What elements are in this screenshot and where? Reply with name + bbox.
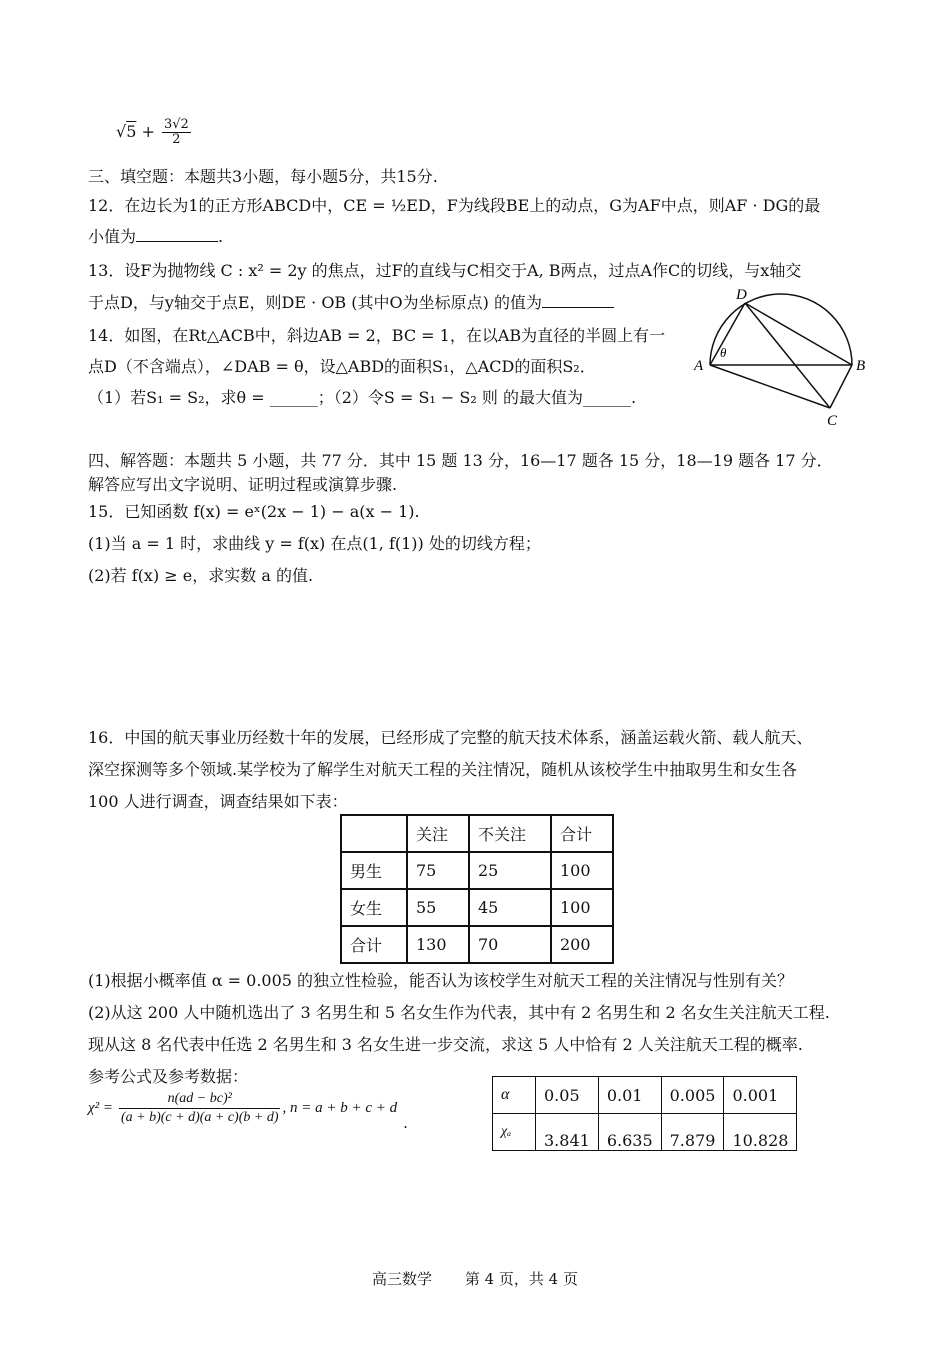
table-cell: 0.05 (536, 1077, 599, 1114)
table-cell: 200 (551, 926, 613, 963)
table-cell: 0.005 (661, 1077, 724, 1114)
formula-end: . (403, 1113, 408, 1132)
header-option (116, 118, 193, 147)
section3-title: 三、填空题：本题共3小题，每小题5分，共15分. (88, 167, 438, 186)
table-cell: 25 (469, 852, 551, 889)
q15-line1: 15．已知函数 f(x) = eˣ(2x − 1) − a(x − 1). (88, 502, 420, 521)
q16-line1: 16．中国的航天事业历经数十年的发展，已经形成了完整的航天技术体系，涵盖运载火箭、载人航天、 (88, 728, 813, 747)
q16-line3: 100 人进行调查，调查结果如下表： (88, 792, 348, 811)
label-c: C (827, 413, 838, 429)
q12-line2-text: 小值为 (88, 227, 137, 246)
table-cell: 合计 (341, 926, 407, 963)
formula-fraction (119, 1090, 281, 1127)
table-cell: 55 (407, 889, 469, 926)
q13-line2-text: 于点D，与y轴交于点E，则DE · OB (其中O为坐标原点) 的值为 (88, 293, 542, 312)
q13-line2 (88, 292, 614, 314)
q16-line2: 深空探测等多个领域.某学校为了解学生对航天工程的关注情况，随机从该校学生中抽取男生和女生各 (88, 760, 798, 779)
q15-line2: (1)当 a = 1 时，求曲线 y = f(x) 在点(1, f(1)) 处的切线方程； (88, 534, 541, 553)
q12-answer-blank[interactable] (136, 227, 218, 242)
q16-part1: (1)根据小概率值 α = 0.005 的独立性检验，能否认为该校学生对航天工程的关注情况与性别有关？ (88, 971, 794, 990)
formula-lhs: χ² = (88, 1100, 113, 1116)
sqrt-sign: √ (116, 122, 127, 141)
table-header-cell: 不关注 (469, 815, 551, 852)
table-row (341, 889, 613, 926)
table-header-cell: 关注 (407, 815, 469, 852)
table-cell: 130 (407, 926, 469, 963)
table-cell: 10.828 (724, 1114, 797, 1151)
label-d: D (736, 287, 747, 303)
section4-line2: 解答应写出文字说明、证明过程或演算步骤. (88, 475, 398, 494)
table-cell: 3.841 (536, 1114, 599, 1151)
table-header-row (341, 815, 613, 852)
segment-bc (830, 365, 852, 408)
header-fraction (162, 118, 191, 147)
semicircle-arc (710, 294, 852, 365)
q14-line2: 点D（不含端点），∠DAB = θ，设△ABD的面积S₁，△ACD的面积S₂． (88, 357, 596, 376)
table-cell: 7.879 (661, 1114, 724, 1151)
footer-subject: 高三数学 (372, 1270, 433, 1288)
q13-answer-blank[interactable] (542, 293, 614, 308)
page-footer (0, 1268, 950, 1289)
table-cell: 0.001 (724, 1077, 797, 1114)
label-theta: θ (720, 345, 727, 360)
q16-ref-title: 参考公式及参考数据： (88, 1067, 249, 1086)
formula-tail: , n = a + b + c + d (282, 1100, 398, 1116)
section4-line1: 四、解答题：本题共 5 小题，共 77 分．其中 15 题 13 分，16—17 题各 15 分，18—19 题各 17 分． (88, 451, 833, 470)
table-cell: 75 (407, 852, 469, 889)
segment-db (745, 303, 852, 365)
q16-survey-table (340, 814, 614, 964)
footer-page-number: 第 4 页，共 4 页 (464, 1270, 578, 1288)
table-cell: α (493, 1077, 536, 1114)
chi-square-formula (88, 1090, 408, 1132)
table-cell: χₐ (493, 1114, 536, 1151)
table-row (341, 852, 613, 889)
sqrt5-value: 5 (126, 122, 137, 141)
table-cell: 0.01 (598, 1077, 661, 1114)
q14-line3: （1）若S₁ = S₂，求θ = ______；（2）令S = S₁ − S₂ 则 的最大值为______. (88, 388, 637, 407)
formula-denominator: (a + b)(c + d)(a + c)(b + d) (120, 1110, 279, 1125)
table-header-cell: 合计 (551, 815, 613, 852)
table-cell: 45 (469, 889, 551, 926)
table-row (493, 1077, 797, 1114)
q13-line1: 13．设F为抛物线 C : x² = 2y 的焦点，过F的直线与C相交于A, B两点，过点A作C的切线，与x轴交 (88, 261, 802, 280)
table-row (341, 926, 613, 963)
table-cell: 男生 (341, 852, 407, 889)
table-cell: 100 (551, 852, 613, 889)
label-b: B (856, 358, 866, 374)
plus-sign: + (141, 122, 160, 141)
table-row (493, 1114, 797, 1151)
table-header-cell (341, 815, 407, 852)
q14-line1: 14．如图，在Rt△ACB中，斜边AB = 2，BC = 1，在以AB为直径的半圆上有一 (88, 326, 666, 345)
q16-part2-line1: (2)从这 200 人中随机选出了 3 名男生和 5 名女生作为代表，其中有 2 名男生和 2 名女生关注航天工程. (88, 1003, 830, 1022)
segment-ad (710, 303, 745, 365)
q16-part2-line2: 现从这 8 名代表中任选 2 名男生和 3 名女生进一步交流，求这 5 人中恰有 2 人关注航天工程的概率. (88, 1035, 803, 1054)
table-cell: 女生 (341, 889, 407, 926)
header-fraction-numerator: 3√2 (163, 117, 189, 132)
formula-numerator: n(ad − bc)² (119, 1090, 281, 1109)
table-cell: 70 (469, 926, 551, 963)
header-fraction-denominator: 2 (172, 132, 181, 147)
q14-figure (690, 285, 870, 430)
table-cell: 100 (551, 889, 613, 926)
q15-line3: (2)若 f(x) ≥ e，求实数 a 的值. (88, 566, 314, 585)
label-a: A (694, 358, 704, 374)
table-cell: 6.635 (598, 1114, 661, 1151)
q12-line2: 小值为 . (88, 227, 224, 246)
q12-line1: 12．在边长为1的正方形ABCD中，CE = ½ED，F为线段BE上的动点，G为AF中点，则AF · DG的最 (88, 196, 821, 215)
critical-value-table (492, 1076, 797, 1151)
